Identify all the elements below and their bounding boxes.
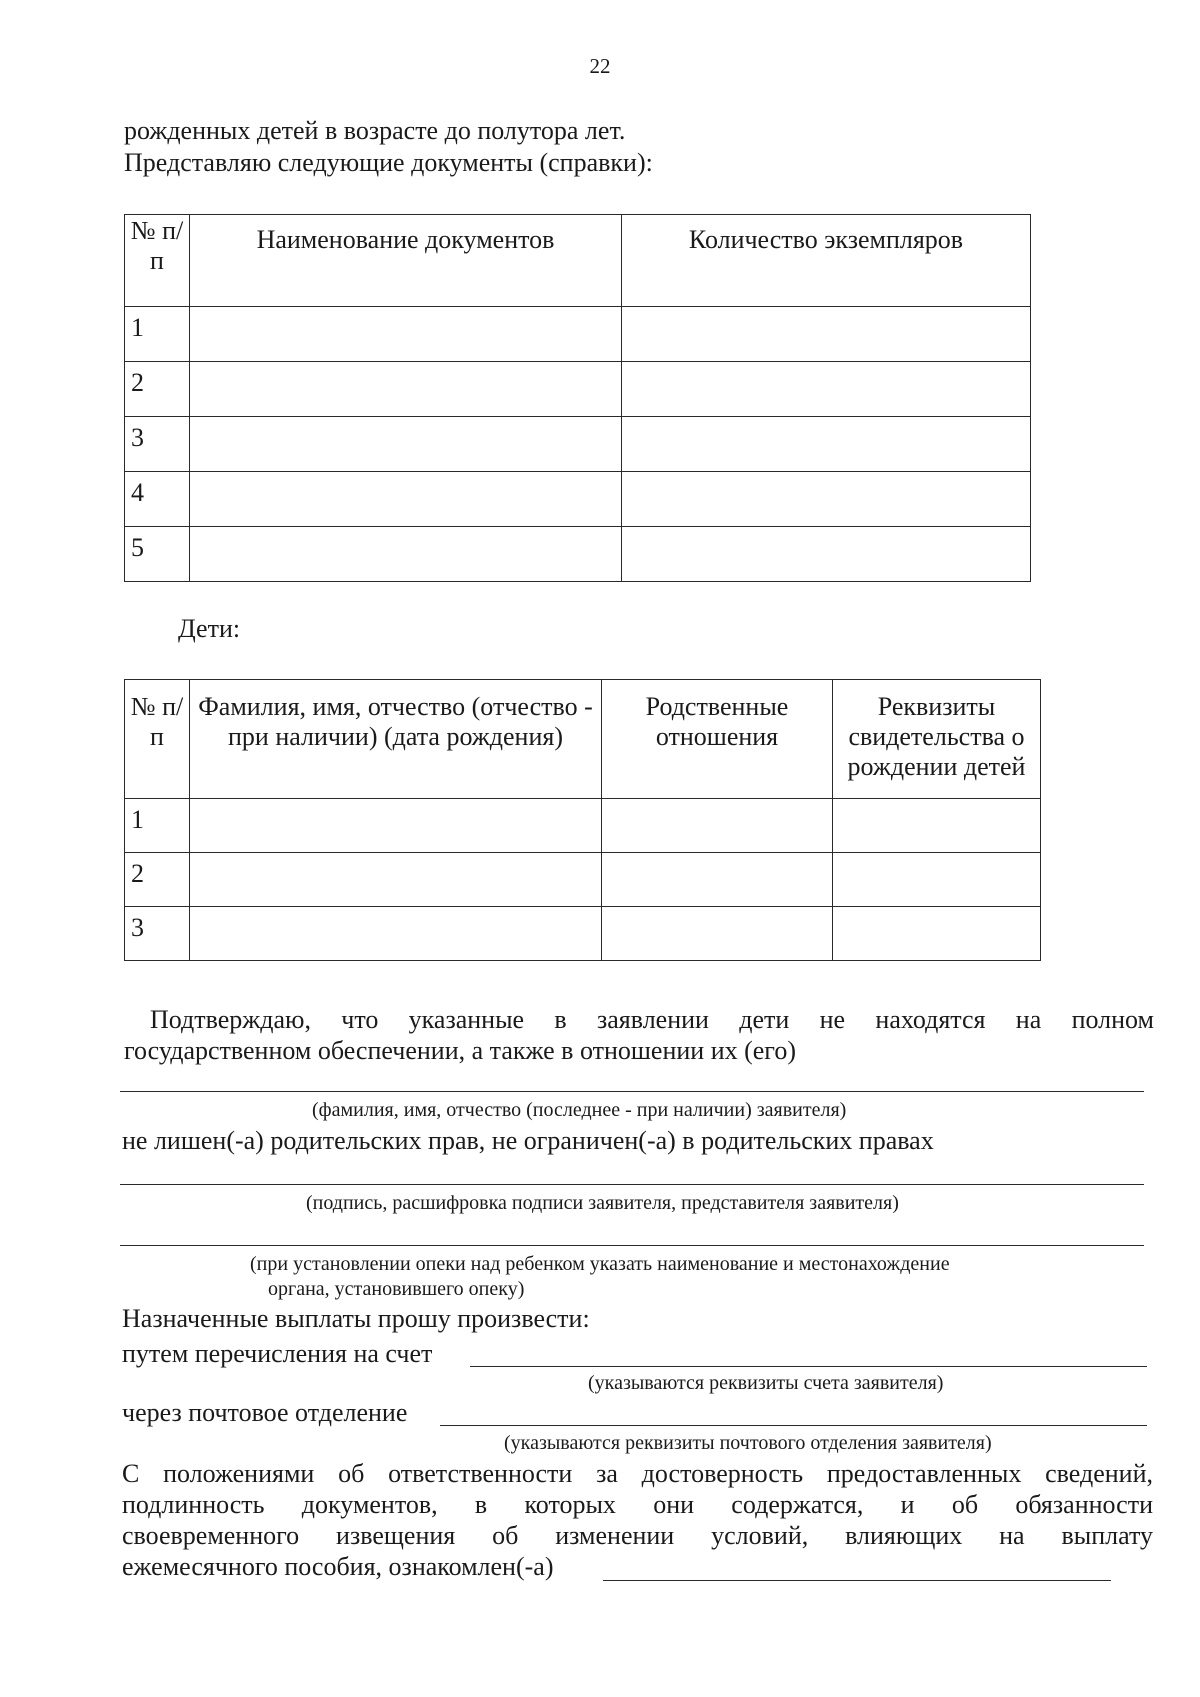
documents-header-quantity: Количество экземпляров (622, 215, 1031, 307)
documents-header-name: Наименование документов (190, 215, 622, 307)
intro-line-1: рожденных детей в возрасте до полутора лет. (124, 116, 626, 145)
document-quantity-cell[interactable] (622, 472, 1031, 527)
guardianship-field[interactable] (120, 1245, 1144, 1246)
payments-heading: Назначенные выплаты прошу произвести: (122, 1304, 590, 1333)
parental-rights-line: не лишен(-а) родительских прав, не ограничен(-а) в родительских правах (122, 1126, 934, 1155)
acknowledgement-line-1: С положениями об ответственности за достоверность предоставленных сведений, (122, 1459, 1153, 1488)
account-details-field[interactable] (470, 1366, 1147, 1367)
child-certificate-cell[interactable] (833, 853, 1041, 907)
child-certificate-cell[interactable] (833, 907, 1041, 961)
document-quantity-cell[interactable] (622, 417, 1031, 472)
post-office-label: через почтовое отделение (122, 1398, 408, 1427)
document-quantity-cell[interactable] (622, 362, 1031, 417)
page-number: 22 (589, 54, 611, 78)
document-name-cell[interactable] (190, 527, 622, 582)
applicant-name-field[interactable] (120, 1091, 1144, 1092)
row-number: 1 (125, 307, 190, 362)
table-row (125, 527, 1031, 582)
caption-post-office: (указываются реквизиты почтового отделения заявителя) (504, 1432, 992, 1454)
children-header-relationship: Родственные отношения (602, 680, 833, 799)
row-number: 5 (125, 527, 190, 582)
row-number: 3 (125, 907, 190, 961)
document-name-cell[interactable] (190, 417, 622, 472)
caption-guardianship-1: (при установлении опеки над ребенком указать наименование и местонахождение (250, 1253, 950, 1275)
child-relationship-cell[interactable] (602, 853, 833, 907)
acknowledgement-line-2: подлинность документов, в которых они содержатся, и об обязанности (122, 1490, 1153, 1519)
signature-field[interactable] (120, 1184, 1144, 1185)
children-table (124, 679, 1041, 961)
table-row (125, 417, 1031, 472)
acknowledgement-line-4: ежемесячного пособия, ознакомлен(-а) (122, 1552, 554, 1581)
table-row (125, 907, 1041, 961)
caption-account-details: (указываются реквизиты счета заявителя) (588, 1372, 944, 1394)
table-row (125, 362, 1031, 417)
row-number: 1 (125, 799, 190, 853)
children-header-number: № п/п (125, 680, 190, 799)
acknowledgement-line-3: своевременного извещения об изменении условий, влияющих на выплату (122, 1521, 1153, 1550)
row-number: 2 (125, 853, 190, 907)
child-relationship-cell[interactable] (602, 907, 833, 961)
child-fullname-cell[interactable] (190, 853, 602, 907)
caption-guardianship-2: органа, установившего опеку) (268, 1278, 525, 1300)
row-number: 2 (125, 362, 190, 417)
caption-signature: (подпись, расшифровка подписи заявителя, представителя заявителя) (306, 1192, 899, 1214)
child-fullname-cell[interactable] (190, 799, 602, 853)
table-row (125, 307, 1031, 362)
intro-line-2: Представляю следующие документы (справки): (124, 148, 653, 177)
table-row (125, 799, 1041, 853)
children-table-header (125, 680, 1041, 799)
row-number: 4 (125, 472, 190, 527)
table-row (125, 472, 1031, 527)
document-name-cell[interactable] (190, 362, 622, 417)
documents-header-number: № п/п (125, 215, 190, 307)
children-header-fullname: Фамилия, имя, отчество (отчество - при наличии) (дата рождения) (190, 680, 602, 799)
confirmation-line-1: Подтверждаю, что указанные в заявлении дети не находятся на полном (150, 1005, 1154, 1034)
child-relationship-cell[interactable] (602, 799, 833, 853)
table-row (125, 853, 1041, 907)
documents-table-header (125, 215, 1031, 307)
acknowledgement-signature-field[interactable] (603, 1580, 1111, 1581)
account-label: путем перечисления на счет (122, 1339, 433, 1368)
children-header-birth-certificate: Реквизиты свидетельства о рождении детей (833, 680, 1041, 799)
document-name-cell[interactable] (190, 472, 622, 527)
post-office-field[interactable] (440, 1425, 1147, 1426)
child-certificate-cell[interactable] (833, 799, 1041, 853)
confirmation-line-2: государственном обеспечении, а также в отношении их (его) (124, 1036, 796, 1065)
document-quantity-cell[interactable] (622, 307, 1031, 362)
children-heading: Дети: (178, 614, 241, 643)
row-number: 3 (125, 417, 190, 472)
caption-applicant-name: (фамилия, имя, отчество (последнее - при наличии) заявителя) (312, 1099, 847, 1121)
child-fullname-cell[interactable] (190, 907, 602, 961)
document-name-cell[interactable] (190, 307, 622, 362)
document-quantity-cell[interactable] (622, 527, 1031, 582)
documents-table (124, 214, 1031, 582)
